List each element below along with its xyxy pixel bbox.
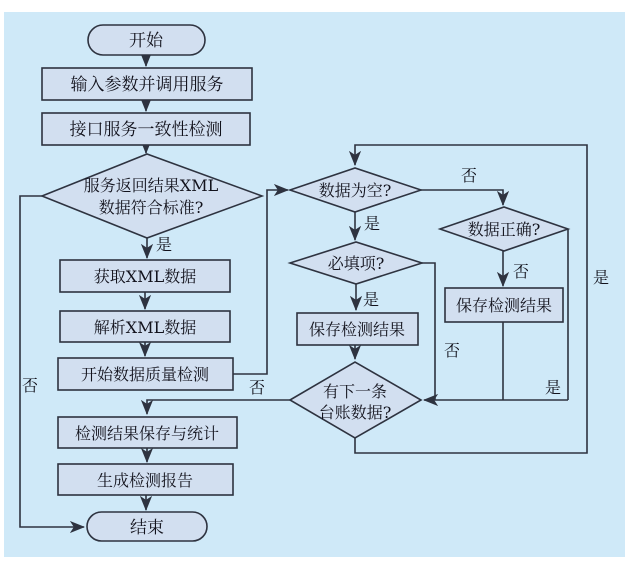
next-ledger-label-line1: 有下一条 bbox=[322, 382, 388, 401]
edge-label-ledger-no: 否 bbox=[248, 378, 266, 397]
next-ledger-label-line2: 台账数据? bbox=[318, 403, 392, 422]
edge-label-correct-yes: 是 bbox=[544, 378, 562, 397]
edge-label-xmlcheck-yes: 是 bbox=[155, 235, 173, 254]
xml-standard-label-line2: 数据符合标准? bbox=[98, 198, 204, 217]
end-node-label: 结束 bbox=[130, 518, 164, 538]
generate-report-label: 生成检测报告 bbox=[96, 471, 194, 490]
edge-label-ledger-yes: 是 bbox=[592, 268, 610, 287]
save-and-stats-label: 检测结果保存与统计 bbox=[74, 424, 220, 443]
input-service-label: 输入参数并调用服务 bbox=[70, 75, 224, 95]
start-quality-check-label: 开始数据质量检测 bbox=[80, 365, 210, 384]
interface-check-label: 接口服务一致性检测 bbox=[69, 120, 223, 140]
edge-label-required-no: 否 bbox=[443, 341, 461, 360]
xml-standard-label-line1: 服务返回结果XML bbox=[83, 176, 219, 195]
data-empty-label: 数据为空? bbox=[318, 181, 392, 200]
required-field-label: 必填项? bbox=[327, 254, 385, 273]
save-result-left-label: 保存检测结果 bbox=[308, 320, 406, 339]
edge-label-xmlcheck-no: 否 bbox=[21, 376, 39, 395]
data-correct-label: 数据正确? bbox=[467, 220, 541, 239]
parse-xml-label: 解析XML数据 bbox=[93, 318, 197, 337]
edge-label-dataempty-yes: 是 bbox=[363, 214, 381, 233]
save-result-right-label: 保存检测结果 bbox=[455, 296, 553, 315]
edge-label-correct-no: 否 bbox=[512, 262, 530, 281]
edge-label-dataempty-no: 否 bbox=[460, 166, 478, 185]
start-node-label: 开始 bbox=[129, 31, 163, 51]
get-xml-label: 获取XML数据 bbox=[93, 267, 197, 286]
edge-label-required-yes: 是 bbox=[362, 290, 380, 309]
